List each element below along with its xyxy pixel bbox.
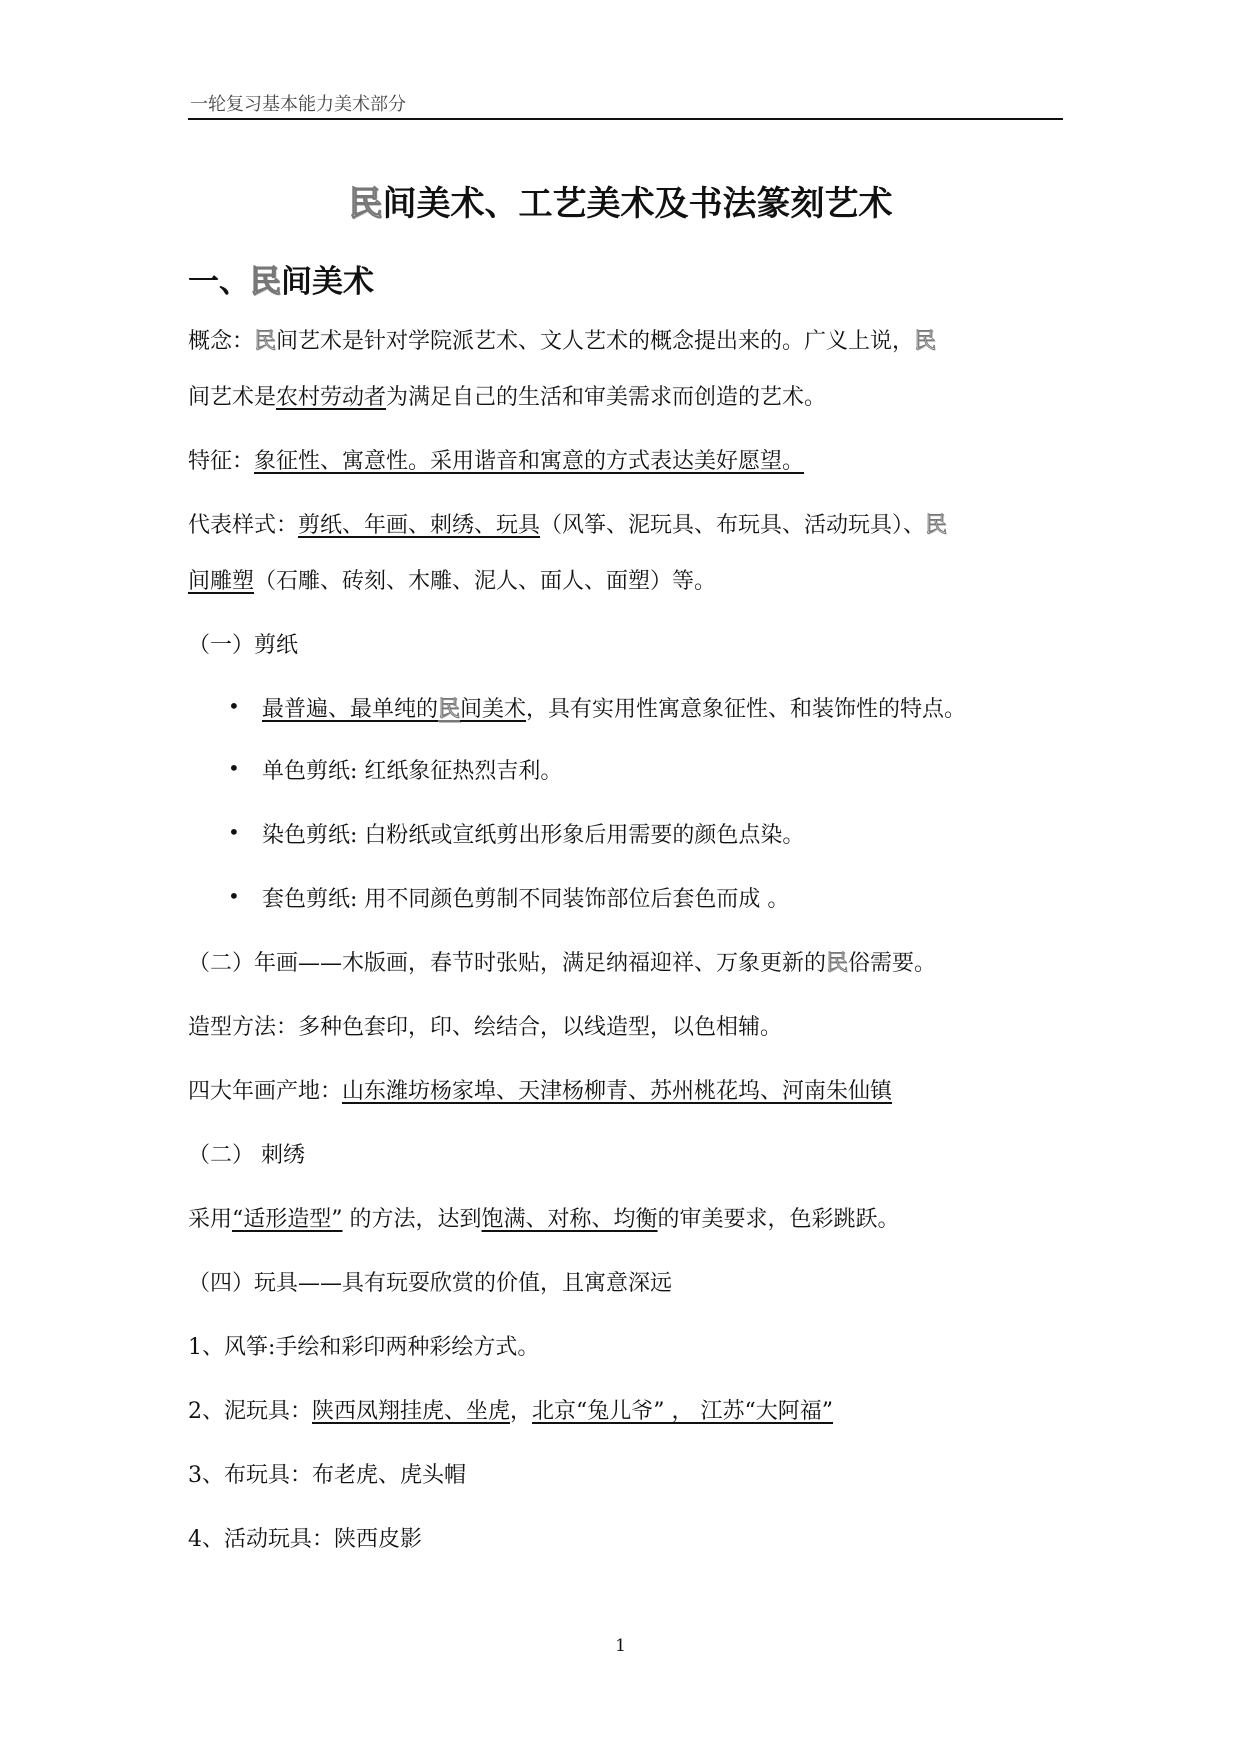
concept-hollow-char-1: 民 [254,329,277,354]
embroidery-text-c: 的审美要求，色彩跳跃。 [657,1207,900,1232]
concept-hollow-char-2: 民 [914,329,937,354]
nyp-origins-underlined: 山东潍坊杨家埠、天津杨柳青、苏州桃花坞、河南朱仙镇 [342,1079,893,1104]
toys-item-3: 3、布玩具：布老虎、虎头帽 [188,1463,466,1488]
representative-hollow-char: 民 [925,513,948,538]
section-number: 一、 [188,264,250,300]
paper-cut-heading: （一）剪纸 [188,633,299,658]
paper-cut-bullet-3: 染色剪纸: 白粉纸或宣纸剪出形象后用需要的颜色点染。 [262,823,805,848]
embroidery-text-a: 采用 [188,1207,233,1232]
page-title [0,176,1241,225]
features-line [188,444,1068,475]
new-year-painting-heading [188,946,1068,977]
nyp-heading-text-a: （二）年画——木版画，春节时张贴，满足纳福迎祥、万象更新的 [188,951,827,976]
nyp-heading-text-b: 俗需要。 [848,951,937,976]
bullet-1-underlined-1: 最普遍、最单纯的 [262,697,439,722]
nyp-hollow-char: 民 [826,951,849,976]
bullet-glyph: • [228,820,240,844]
concept-text-2b: 为满足自己的生活和审美需求而创造的艺术。 [386,385,827,410]
section-title-text: 间美术 [281,264,374,300]
title-hollow-char: 民 [348,184,383,224]
toys-item-2-underlined-2: 北京“兔儿爷” ， 江苏“大阿福” [532,1399,834,1424]
toys-heading: （四）玩具——具有玩耍欣赏的价值，且寓意深远 [188,1271,673,1296]
concept-underlined: 农村劳动者 [276,385,387,410]
embroidery-text [188,1202,1068,1233]
title-text: 间美术、工艺美术及书法篆刻艺术 [382,184,893,224]
bullet-glyph: • [228,756,240,780]
concept-line-2 [188,380,1068,411]
embroidery-heading: （二） 刺绣 [188,1143,305,1168]
representative-text-2: （石雕、砖刻、木雕、泥人、面人、面塑）等。 [254,569,717,594]
paper-cut-bullet-2: 单色剪纸: 红纸象征热烈吉利。 [262,759,563,784]
toys-item-2-underlined-1: 陕西凤翔挂虎、坐虎 [312,1399,511,1424]
bullet-1-underlined-2: 间美术 [460,697,527,722]
toys-item-2-label: 2、泥玩具： [188,1399,312,1424]
representative-line-1 [188,508,1068,539]
toys-item-2-sep: ， [510,1399,533,1424]
embroidery-underlined-1: “适形造型” [232,1207,343,1232]
page-number: 1 [615,1636,626,1656]
representative-underlined: 剪纸、年画、刺绣、玩具 [298,513,541,538]
bullet-glyph: • [228,884,240,908]
toys-item-2 [188,1394,1068,1425]
concept-text-1: 间艺术是针对学院派艺术、文人艺术的概念提出来的。广义上说， [276,329,915,354]
header-text: 一轮复习基本能力美术部分 [190,94,406,115]
section-hollow-char: 民 [250,264,281,300]
concept-line-1 [188,324,1068,355]
bullet-1-hollow-char: 民 [438,697,461,722]
nyp-method: 造型方法：多种色套印，印、绘结合，以线造型，以色相辅。 [188,1015,783,1040]
toys-item-4: 4、活动玩具：陕西皮影 [188,1527,422,1552]
paper-cut-bullet-1 [262,692,1142,723]
concept-text-2a: 间艺术是 [188,385,277,410]
features-label: 特征： [188,449,255,474]
representative-underlined-2: 间雕塑 [188,569,255,594]
page-header [188,88,1063,120]
features-underlined: 象征性、寓意性。采用谐音和寓意的方式表达美好愿望。 [254,449,805,474]
bullet-glyph: • [228,694,240,718]
representative-label: 代表样式： [188,513,299,538]
concept-label: 概念： [188,329,255,354]
section-heading-folk-art [188,256,1068,301]
nyp-origins-label: 四大年画产地： [188,1079,343,1104]
embroidery-underlined-2: 饱满、对称、均衡 [481,1207,658,1232]
nyp-origins [188,1074,1068,1105]
bullet-1-text: ，具有实用性寓意象征性、和装饰性的特点。 [526,697,967,722]
representative-text-1: （风筝、泥玩具、布玩具、活动玩具）、 [540,513,926,538]
representative-line-2 [188,564,1068,595]
toys-item-1: 1、风筝:手绘和彩印两种彩绘方式。 [188,1335,540,1360]
embroidery-text-b: 的方法，达到 [342,1207,482,1232]
paper-cut-bullet-4: 套色剪纸: 用不同颜色剪制不同装饰部位后套色而成 。 [262,887,790,912]
